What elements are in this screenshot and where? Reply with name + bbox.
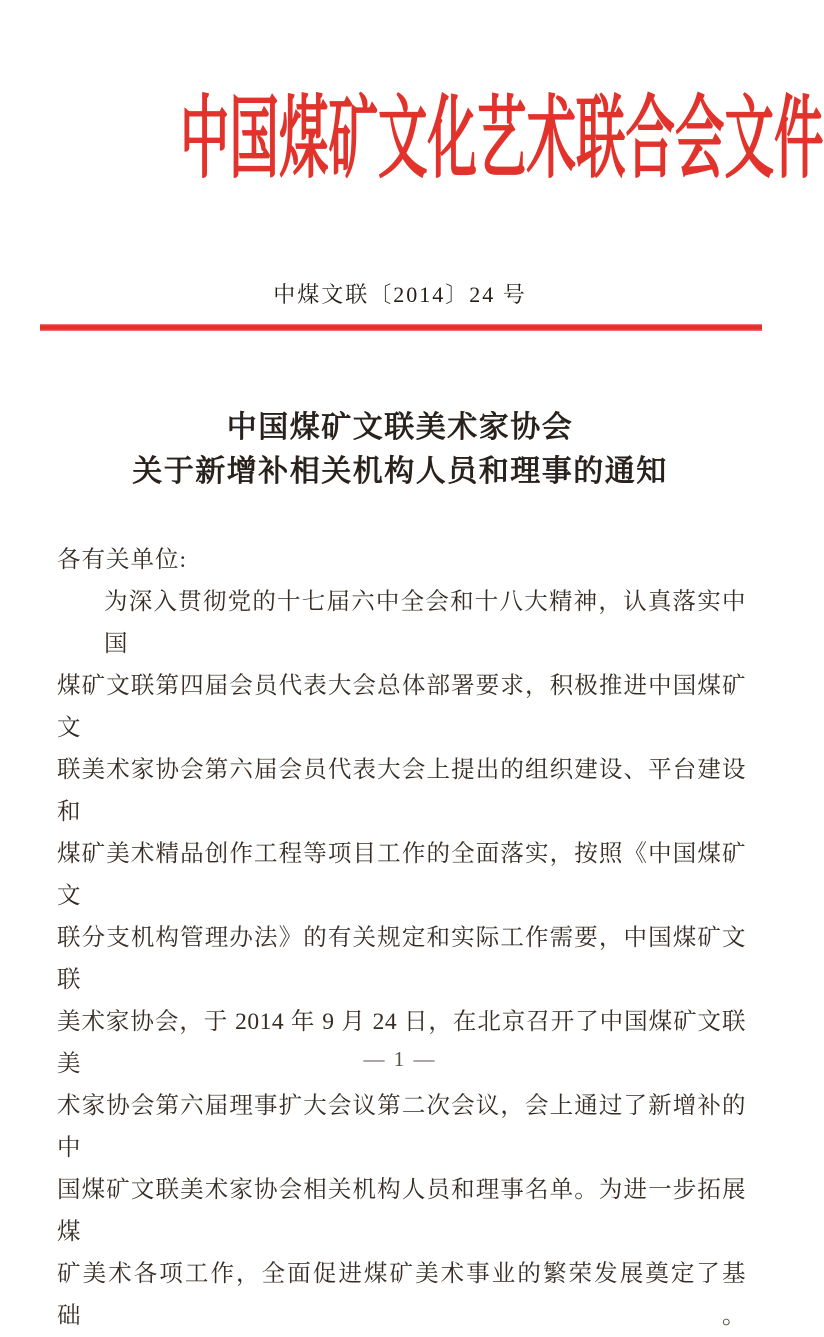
notice-title-line-1: 中国煤矿文联美术家协会	[226, 411, 574, 444]
page-number: — 1 —	[363, 1047, 437, 1071]
body-line: 矿美术各项工作，全面促进煤矿美术事业的繁荣发展奠定了基础。	[57, 1261, 746, 1329]
letterhead-org-title: 中国煤矿文化艺术联合会文件	[180, 90, 824, 189]
body-line: 为深入贯彻党的十七届六中全会和十八大精神，认真落实中国	[104, 589, 746, 657]
salutation: 各有关单位:	[57, 547, 188, 573]
notice-body	[57, 539, 746, 1337]
document-number: 中煤文联〔2014〕24 号	[273, 282, 527, 307]
notice-title-line-2: 关于新增补相关机构人员和理事的通知	[132, 455, 668, 488]
body-line: 煤矿美术精品创作工程等项目工作的全面落实，按照《中国煤矿文	[57, 841, 746, 909]
body-line: 术家协会第六届理事扩大会议第二次会议，会上通过了新增补的中	[57, 1093, 746, 1161]
body-line: 联美术家协会第六届会员代表大会上提出的组织建设、平台建设和	[57, 757, 746, 825]
body-line: 煤矿文联第四届会员代表大会总体部署要求，积极推进中国煤矿文	[57, 673, 746, 741]
notice-title	[0, 406, 800, 494]
body-line: 美术家协会，于 2014 年 9 月 24 日，在北京召开了中国煤矿文联美	[57, 1009, 746, 1077]
red-divider-line	[40, 324, 762, 331]
body-line: 联分支机构管理办法》的有关规定和实际工作需要，中国煤矿文联	[57, 925, 746, 993]
body-line: 国煤矿文联美术家协会相关机构人员和理事名单。为进一步拓展煤	[57, 1177, 746, 1245]
